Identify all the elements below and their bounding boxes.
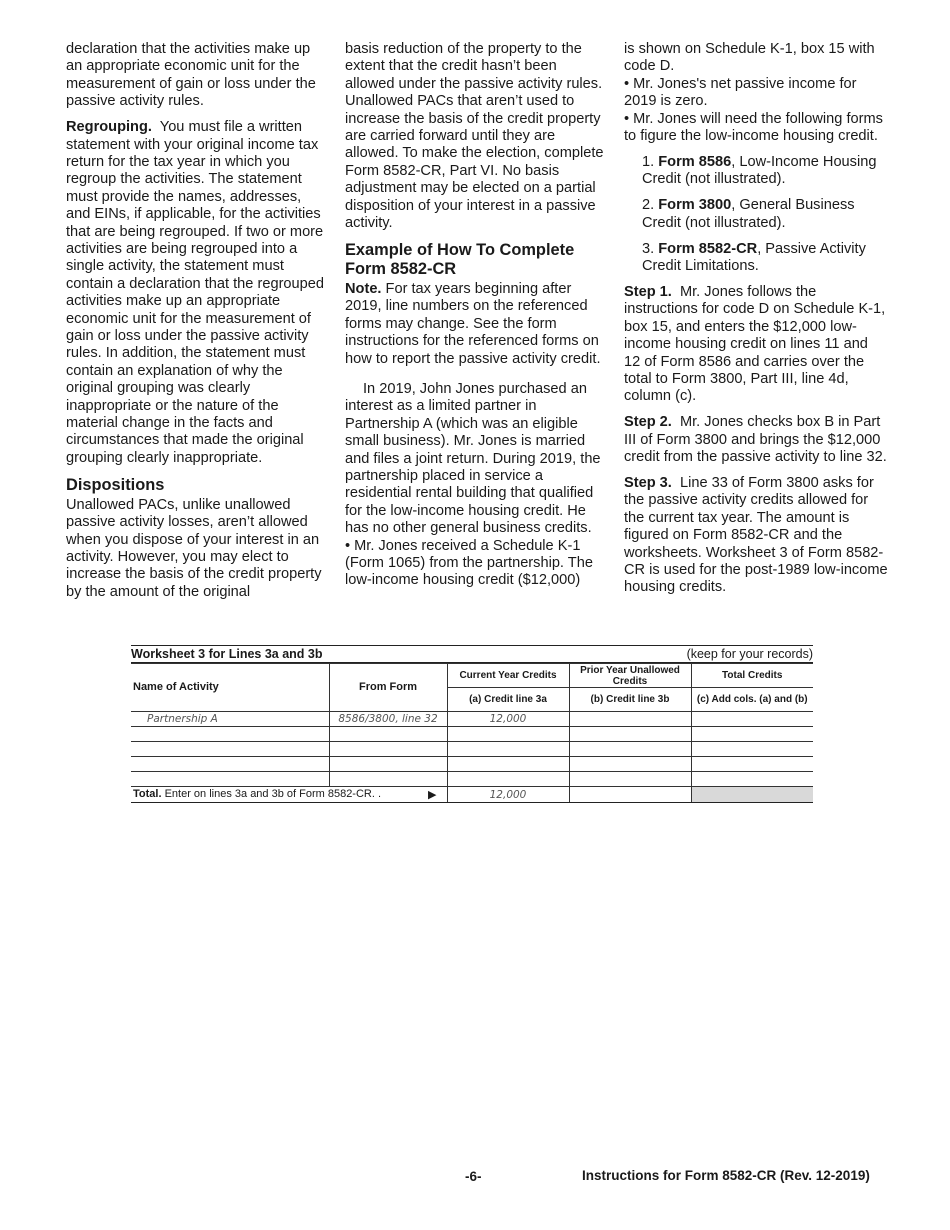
bullet-item: • Mr. Jones received a Schedule K-1 (Form 1065) from the partnership. The low-income housing credit ($12,000) [345, 538, 607, 590]
empty-cell[interactable] [329, 772, 447, 787]
regrouping-paragraph [66, 119, 328, 467]
empty-cell[interactable] [447, 772, 569, 787]
empty-cell[interactable] [691, 727, 813, 742]
form-name: Form 8582-CR [658, 240, 758, 257]
step-text: Mr. Jones follows the instructions for code D on Schedule K-1, box 15, and enters the $12,000 low-income housing credit on lines 11 and 12 of Form 8586 and carries over the total to Form 3800, Part III, line 4d, column (c). [624, 283, 886, 405]
footer-title: Instructions for Form 8582-CR (Rev. 12-2019) [582, 1168, 870, 1183]
form-name: Form 3800 [658, 197, 732, 214]
page-number: -6- [465, 1169, 482, 1184]
header-col-a: (a) Credit line 3a [447, 688, 569, 712]
leader-dots: . . [371, 788, 382, 800]
form-desc: , Passive Activity Credit Limitations. [642, 240, 866, 274]
dispositions-heading: Dispositions [66, 475, 165, 494]
form-list-item [624, 197, 888, 232]
column-2 [345, 41, 607, 590]
step-label: Step 1. [624, 283, 672, 300]
header-col-c: (c) Add cols. (a) and (b) [691, 688, 813, 712]
empty-cell[interactable] [447, 757, 569, 772]
keep-for-records: (keep for your records) [686, 647, 813, 661]
regrouping-text: You must file a written statement with your original income tax return for the tax year in which you regroup the activities. The statement must provide the names, addresses, and EINs, if applicable, for the activities that are being regrouped. If two or more activities are being regrouped into a single activity, the statement must contain a declaration that the regrouped activities make up an appropriate economic unit for the measurement of gain or loss under the passive activity rules. In addition, the statement must contain an explanation of why the original grouping was clearly inappropriate or the nature of the material change in the facts and circumstances that made the original grouping clearly inappropriate. [66, 119, 325, 466]
total-row [131, 787, 813, 803]
worksheet-3 [131, 645, 813, 803]
empty-cell[interactable] [447, 727, 569, 742]
empty-cell[interactable] [691, 772, 813, 787]
form-desc: , Low-Income Housing Credit (not illustrated). [642, 153, 877, 188]
table-row [131, 772, 813, 787]
empty-cell[interactable] [131, 742, 329, 757]
note-paragraph [345, 281, 607, 368]
bullet-item: • Mr. Jones will need the following forms to figure the low-income housing credit. [624, 111, 888, 146]
empty-cell[interactable] [569, 742, 691, 757]
regrouping-label: Regrouping. [66, 119, 152, 136]
empty-cell[interactable] [329, 757, 447, 772]
header-name-of-activity: Name of Activity [131, 664, 329, 712]
step-text: Line 33 of Form 3800 asks for the passive activity credits allowed for the current tax year. The amount is figured on Form 8582-CR and the worksheets. Worksheet 3 of Form 8582-CR is used for the post-1989 low-income housing credits. [624, 474, 888, 596]
empty-cell[interactable] [569, 772, 691, 787]
column-3 [624, 41, 888, 605]
from-form-cell[interactable]: 8586/3800, line 32 [329, 712, 447, 727]
paragraph: is shown on Schedule K-1, box 15 with code D. [624, 41, 875, 75]
header-from-form: From Form [329, 664, 447, 712]
total-label: Total. [133, 788, 162, 800]
form-list-item [624, 241, 888, 276]
form-name: Form 8586 [658, 153, 732, 170]
step-3 [624, 475, 888, 597]
worksheet-table [131, 663, 813, 803]
column-1 [66, 41, 328, 601]
form-list-item [624, 154, 888, 189]
credit-a-cell[interactable]: 12,000 [447, 712, 569, 727]
credit-c-cell[interactable] [691, 712, 813, 727]
paragraph: basis reduction of the property to the extent that the credit hasn’t been allowed under the passive activity rules. Unallowed PACs that aren’t used to increase the basis of the credit property are carried forward until they are allowed. To make the election, complete Form 8582-CR, Part VI. No basis adjustment may be elected on a partial disposition of your interest in a passive activity. [345, 41, 604, 232]
step-text: Mr. Jones checks box B in Part III of Form 3800 and brings the $12,000 credit from the passive activity to line 32. [624, 414, 887, 466]
empty-cell[interactable] [569, 727, 691, 742]
example-paragraph: In 2019, John Jones purchased an interest as a limited partner in Partnership A (which was an eligible small business). Mr. Jones is married and files a joint return. During 2019, the partnership placed in service a residential rental building that qualified for the low-income housing credit. He has no other general business credits. [345, 381, 601, 537]
empty-cell[interactable] [447, 742, 569, 757]
empty-cell[interactable] [131, 727, 329, 742]
empty-cell[interactable] [131, 772, 329, 787]
list-number: 3. [642, 240, 655, 257]
table-row [131, 712, 813, 727]
total-c-shaded-cell [691, 787, 813, 803]
dispositions-text: Unallowed PACs, unlike unallowed passive activity losses, aren’t allowed when you dispose of your interest in an activity. However, you may elect to increase the basis of the credit property by the amount of the original [66, 496, 322, 600]
table-row [131, 757, 813, 772]
step-1 [624, 284, 888, 406]
empty-cell[interactable] [329, 742, 447, 757]
header-total-credits: Total Credits [691, 664, 813, 688]
table-row [131, 742, 813, 757]
header-prior-year: Prior Year Unallowed Credits [569, 664, 691, 688]
worksheet-title-bar [131, 645, 813, 663]
bullet-item: • Mr. Jones's net passive income for 2019 is zero. [624, 76, 888, 111]
step-label: Step 2. [624, 414, 672, 431]
arrow-right-icon: ▶ [428, 789, 437, 801]
total-instruction: Enter on lines 3a and 3b of Form 8582-CR [164, 788, 372, 800]
paragraph: declaration that the activities make up an appropriate economic unit for the measurement of gain or loss under the passive activity rules. [66, 41, 316, 110]
form-desc: , General Business Credit (not illustrated). [642, 197, 855, 231]
step-2 [624, 414, 888, 466]
credit-b-cell[interactable] [569, 712, 691, 727]
list-number: 1. [642, 153, 655, 170]
header-col-b: (b) Credit line 3b [569, 688, 691, 712]
step-label: Step 3. [624, 474, 672, 491]
empty-cell[interactable] [329, 727, 447, 742]
total-a-cell[interactable]: 12,000 [447, 787, 569, 803]
header-current-year: Current Year Credits [447, 664, 569, 688]
activity-name-cell[interactable]: Partnership A [131, 712, 329, 727]
list-number: 2. [642, 197, 655, 214]
total-b-cell[interactable] [569, 787, 691, 803]
total-label-cell [131, 787, 447, 803]
note-label: Note. [345, 280, 382, 297]
empty-cell[interactable] [691, 742, 813, 757]
worksheet-title: Worksheet 3 for Lines 3a and 3b [131, 647, 323, 661]
empty-cell[interactable] [131, 757, 329, 772]
note-text: For tax years beginning after 2019, line numbers on the referenced forms may change. See the form instructions for the referenced forms on how to report the passive activity credit. [345, 280, 601, 367]
example-heading: Example of How To Complete Form 8582-CR [345, 240, 575, 278]
table-row [131, 727, 813, 742]
empty-cell[interactable] [569, 757, 691, 772]
empty-cell[interactable] [691, 757, 813, 772]
